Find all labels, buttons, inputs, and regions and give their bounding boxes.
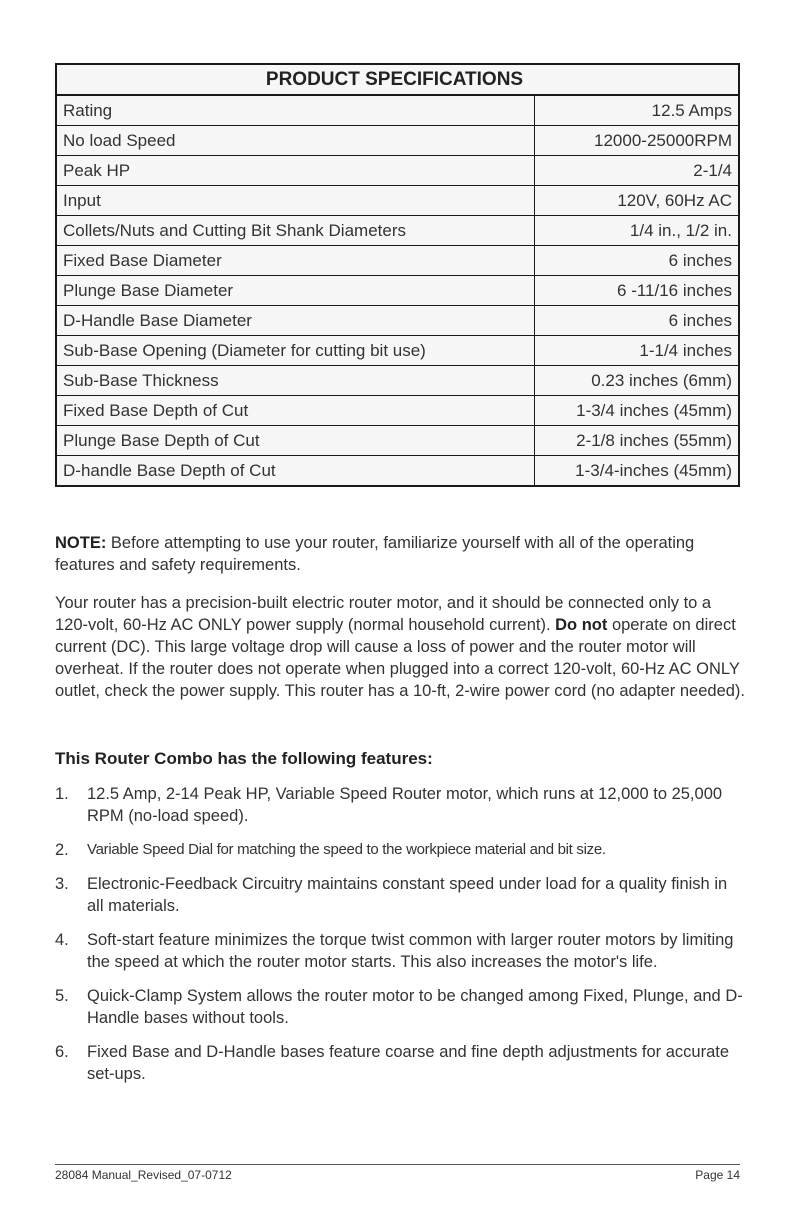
spec-row-fixed-base-diameter [56, 246, 739, 276]
spec-label: Peak HP [56, 156, 534, 186]
spec-value: 1-1/4 inches [534, 336, 739, 366]
spec-row-rating [56, 95, 739, 126]
list-number: 6. [55, 1043, 69, 1061]
spec-value: 12.5 Amps [534, 95, 739, 126]
spec-label: Plunge Base Diameter [56, 276, 534, 306]
list-text: Variable Speed Dial for matching the speed to the workpiece material and bit size. [87, 841, 606, 858]
note-label: NOTE: [55, 534, 107, 552]
list-text: Quick-Clamp System allows the router motor to be changed among Fixed, Plunge, and D-Handle bases without tools. [87, 987, 743, 1027]
spec-row-peak-hp [56, 156, 739, 186]
list-number: 2. [55, 841, 69, 859]
list-text: Electronic-Feedback Circuitry maintains constant speed under load for a quality finish in all materials. [87, 875, 728, 915]
product-specifications-table [55, 63, 740, 487]
note-paragraph [55, 532, 745, 576]
list-item [55, 839, 745, 861]
spec-value: 1-3/4 inches (45mm) [534, 396, 739, 426]
note-text: Before attempting to use your router, familiarize yourself with all of the operating features and safety requirements. [55, 534, 695, 574]
spec-label: Sub-Base Thickness [56, 366, 534, 396]
spec-row-plunge-base-diameter [56, 276, 739, 306]
spec-label: Input [56, 186, 534, 216]
list-number: 3. [55, 875, 69, 893]
features-list [55, 783, 745, 1097]
spec-row-sub-base-opening [56, 336, 739, 366]
list-item [55, 783, 745, 827]
spec-value: 6 inches [534, 306, 739, 336]
page-number: Page 14 [695, 1168, 740, 1182]
spec-value: 0.23 inches (6mm) [534, 366, 739, 396]
spec-value: 2-1/8 inches (55mm) [534, 426, 739, 456]
footer-divider [55, 1164, 740, 1165]
spec-table-title: PRODUCT SPECIFICATIONS [56, 64, 739, 95]
footer-doc-id: 28084 Manual_Revised_07-0712 [55, 1168, 232, 1182]
spec-value: 12000-25000RPM [534, 126, 739, 156]
features-heading: This Router Combo has the following features: [55, 749, 433, 768]
list-number: 4. [55, 931, 69, 949]
spec-row-d-handle-base-depth [56, 456, 739, 487]
list-item [55, 1041, 745, 1085]
do-not-label: Do not [555, 616, 608, 634]
list-number: 5. [55, 987, 69, 1005]
spec-value: 6 inches [534, 246, 739, 276]
spec-label: Fixed Base Diameter [56, 246, 534, 276]
spec-row-input [56, 186, 739, 216]
spec-row-plunge-base-depth [56, 426, 739, 456]
list-text: 12.5 Amp, 2-14 Peak HP, Variable Speed Router motor, which runs at 12,000 to 25,000 RPM (no-load speed). [87, 785, 723, 825]
spec-label: No load Speed [56, 126, 534, 156]
spec-row-no-load-speed [56, 126, 739, 156]
spec-label: D-Handle Base Diameter [56, 306, 534, 336]
spec-label: Plunge Base Depth of Cut [56, 426, 534, 456]
list-item [55, 873, 745, 917]
power-paragraph [55, 592, 745, 702]
list-text: Fixed Base and D-Handle bases feature coarse and fine depth adjustments for accurate set-ups. [87, 1043, 730, 1083]
spec-value: 2-1/4 [534, 156, 739, 186]
spec-label: Sub-Base Opening (Diameter for cutting bit use) [56, 336, 534, 366]
spec-row-collets [56, 216, 739, 246]
spec-label: Fixed Base Depth of Cut [56, 396, 534, 426]
spec-row-fixed-base-depth [56, 396, 739, 426]
spec-row-d-handle-base-diameter [56, 306, 739, 336]
spec-value: 120V, 60Hz AC [534, 186, 739, 216]
spec-label: D-handle Base Depth of Cut [56, 456, 534, 487]
spec-label: Rating [56, 95, 534, 126]
list-item [55, 929, 745, 973]
list-text: Soft-start feature minimizes the torque twist common with larger router motors by limiting the speed at which the router motor starts. This also increases the motor's life. [87, 931, 734, 971]
spec-label: Collets/Nuts and Cutting Bit Shank Diameters [56, 216, 534, 246]
list-number: 1. [55, 785, 69, 803]
spec-row-sub-base-thickness [56, 366, 739, 396]
spec-value: 1-3/4-inches (45mm) [534, 456, 739, 487]
spec-value: 6 -11/16 inches [534, 276, 739, 306]
power-text-after: operate on direct current (DC). This large voltage drop will cause a loss of power and the router motor will overheat. If the router does not operate when plugged into a correct 120-volt, 60-Hz AC ONLY outlet, check the power supply. This router has a 10-ft, 2-wire power cord (no adapter needed). [55, 616, 746, 700]
list-item [55, 985, 745, 1029]
power-text-before: Your router has a precision-built electric router motor, and it should be connected only to a 120-volt, 60-Hz AC ONLY power supply (normal household current). [55, 594, 712, 634]
spec-value: 1/4 in., 1/2 in. [534, 216, 739, 246]
